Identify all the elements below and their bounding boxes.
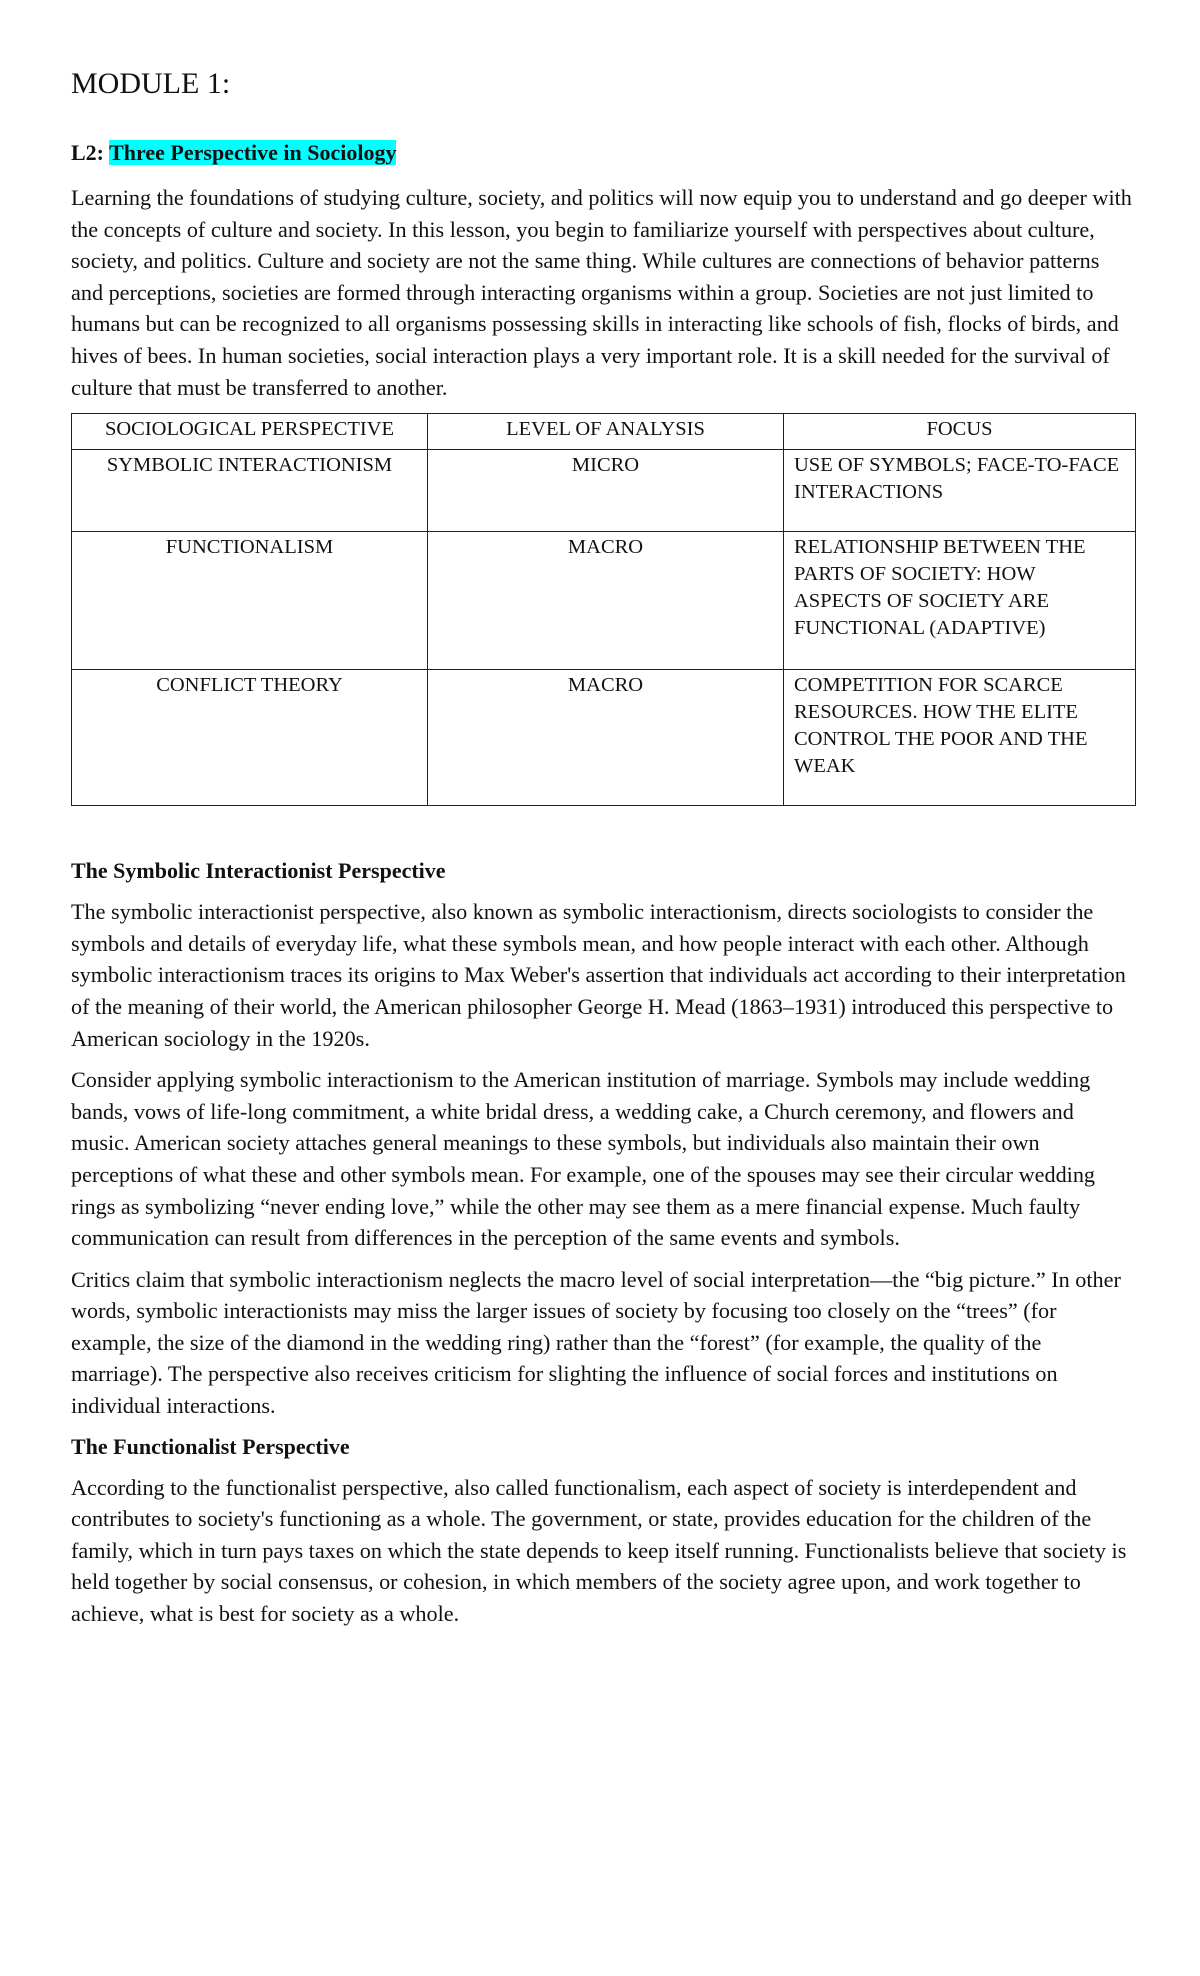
table-header-cell: LEVEL OF ANALYSIS (428, 414, 784, 450)
functionalist-paragraph: According to the functionalist perspective, also called functionalism, each aspect of society is interdependent and contributes to society's functioning as a whole. The government, or state, provides education for the children of the family, which in turn pays taxes on which the state depends to keep itself running. Functionalists believe that society is held together by social consensus, or cohesion, in which members of the society agree upon, and work together to achieve, what is best for society as a whole. (71, 1474, 1127, 1627)
table-cell-focus: USE OF SYMBOLS; FACE-TO-FACE INTERACTIONS (784, 450, 1136, 532)
table-cell-perspective: CONFLICT THEORY (72, 670, 428, 806)
symbolic-section-heading: The Symbolic Interactionist Perspective (71, 858, 446, 884)
lesson-heading (71, 138, 1135, 168)
functionalist-section-heading: The Functionalist Perspective (71, 1433, 350, 1459)
table-cell-focus: RELATIONSHIP BETWEEN THE PARTS OF SOCIETY: HOW ASPECTS OF SOCIETY ARE FUNCTIONAL (ADAPTIVE) (784, 532, 1136, 670)
table-cell-level: MACRO (428, 670, 784, 806)
table-header-row (72, 414, 1136, 450)
symbolic-paragraph: Critics claim that symbolic interactionism neglects the macro level of social interpretation—the “big picture.” In other words, symbolic interactionists may miss the larger issues of society by focusing too closely on the “trees” (for example, the size of the diamond in the wedding ring) rather than the “forest” (for example, the quality of the marriage). The perspective also receives criticism for slighting the influence of social forces and institutions on individual interactions. (71, 1266, 1121, 1419)
document-page (71, 66, 1135, 1640)
perspectives-table (71, 413, 1136, 806)
table-row (72, 670, 1136, 806)
table-cell-level: MICRO (428, 450, 784, 532)
table-header-cell: FOCUS (784, 414, 1136, 450)
table-cell-perspective: SYMBOLIC INTERACTIONISM (72, 450, 428, 532)
table-cell-perspective: FUNCTIONALISM (72, 532, 428, 670)
intro-paragraph: Learning the foundations of studying culture, society, and politics will now equip you to understand and go deeper with the concepts of culture and society. In this lesson, you begin to familiarize yourself with perspectives about culture, society, and politics. Culture and society are not the same thing. While cultures are connections of behavior patterns and perceptions, societies are formed through interacting organisms within a group. Societies are not just limited to humans but can be recognized to all organisms possessing skills in interacting like schools of fish, flocks of birds, and hives of bees. In human societies, social interaction plays a very important role. It is a skill needed for the survival of culture that must be transferred to another. (71, 185, 1132, 400)
table-cell-focus: COMPETITION FOR SCARCE RESOURCES. HOW THE ELITE CONTROL THE POOR AND THE WEAK (784, 670, 1136, 806)
module-title: MODULE 1: (71, 67, 231, 100)
table-header-cell: SOCIOLOGICAL PERSPECTIVE (72, 414, 428, 450)
table-cell-level: MACRO (428, 532, 784, 670)
table-row (72, 532, 1136, 670)
symbolic-paragraph: The symbolic interactionist perspective, also known as symbolic interactionism, directs sociologists to consider the symbols and details of everyday life, what these symbols mean, and how people interact with each other. Although symbolic interactionism traces its origins to Max Weber's assertion that individuals act according to their interpretation of the meaning of their world, the American philosopher George H. Mead (1863–1931) introduced this perspective to American sociology in the 1920s. (71, 899, 1126, 1051)
lesson-prefix: L2: (71, 140, 104, 165)
lesson-title: Three Perspective in Sociology (109, 140, 397, 165)
table-row (72, 450, 1136, 532)
symbolic-paragraph: Consider applying symbolic interactionism to the American institution of marriage. Symbols may include wedding bands, vows of life-long commitment, a white bridal dress, a wedding cake, a Church ceremony, and flowers and music. American society attaches general meanings to these symbols, but individuals also maintain their own perceptions of what these and other symbols mean. For example, one of the spouses may see their circular wedding rings as symbolizing “never ending love,” while the other may see them as a mere financial expense. Much faulty communication can result from differences in the perception of the same events and symbols. (71, 1067, 1096, 1251)
